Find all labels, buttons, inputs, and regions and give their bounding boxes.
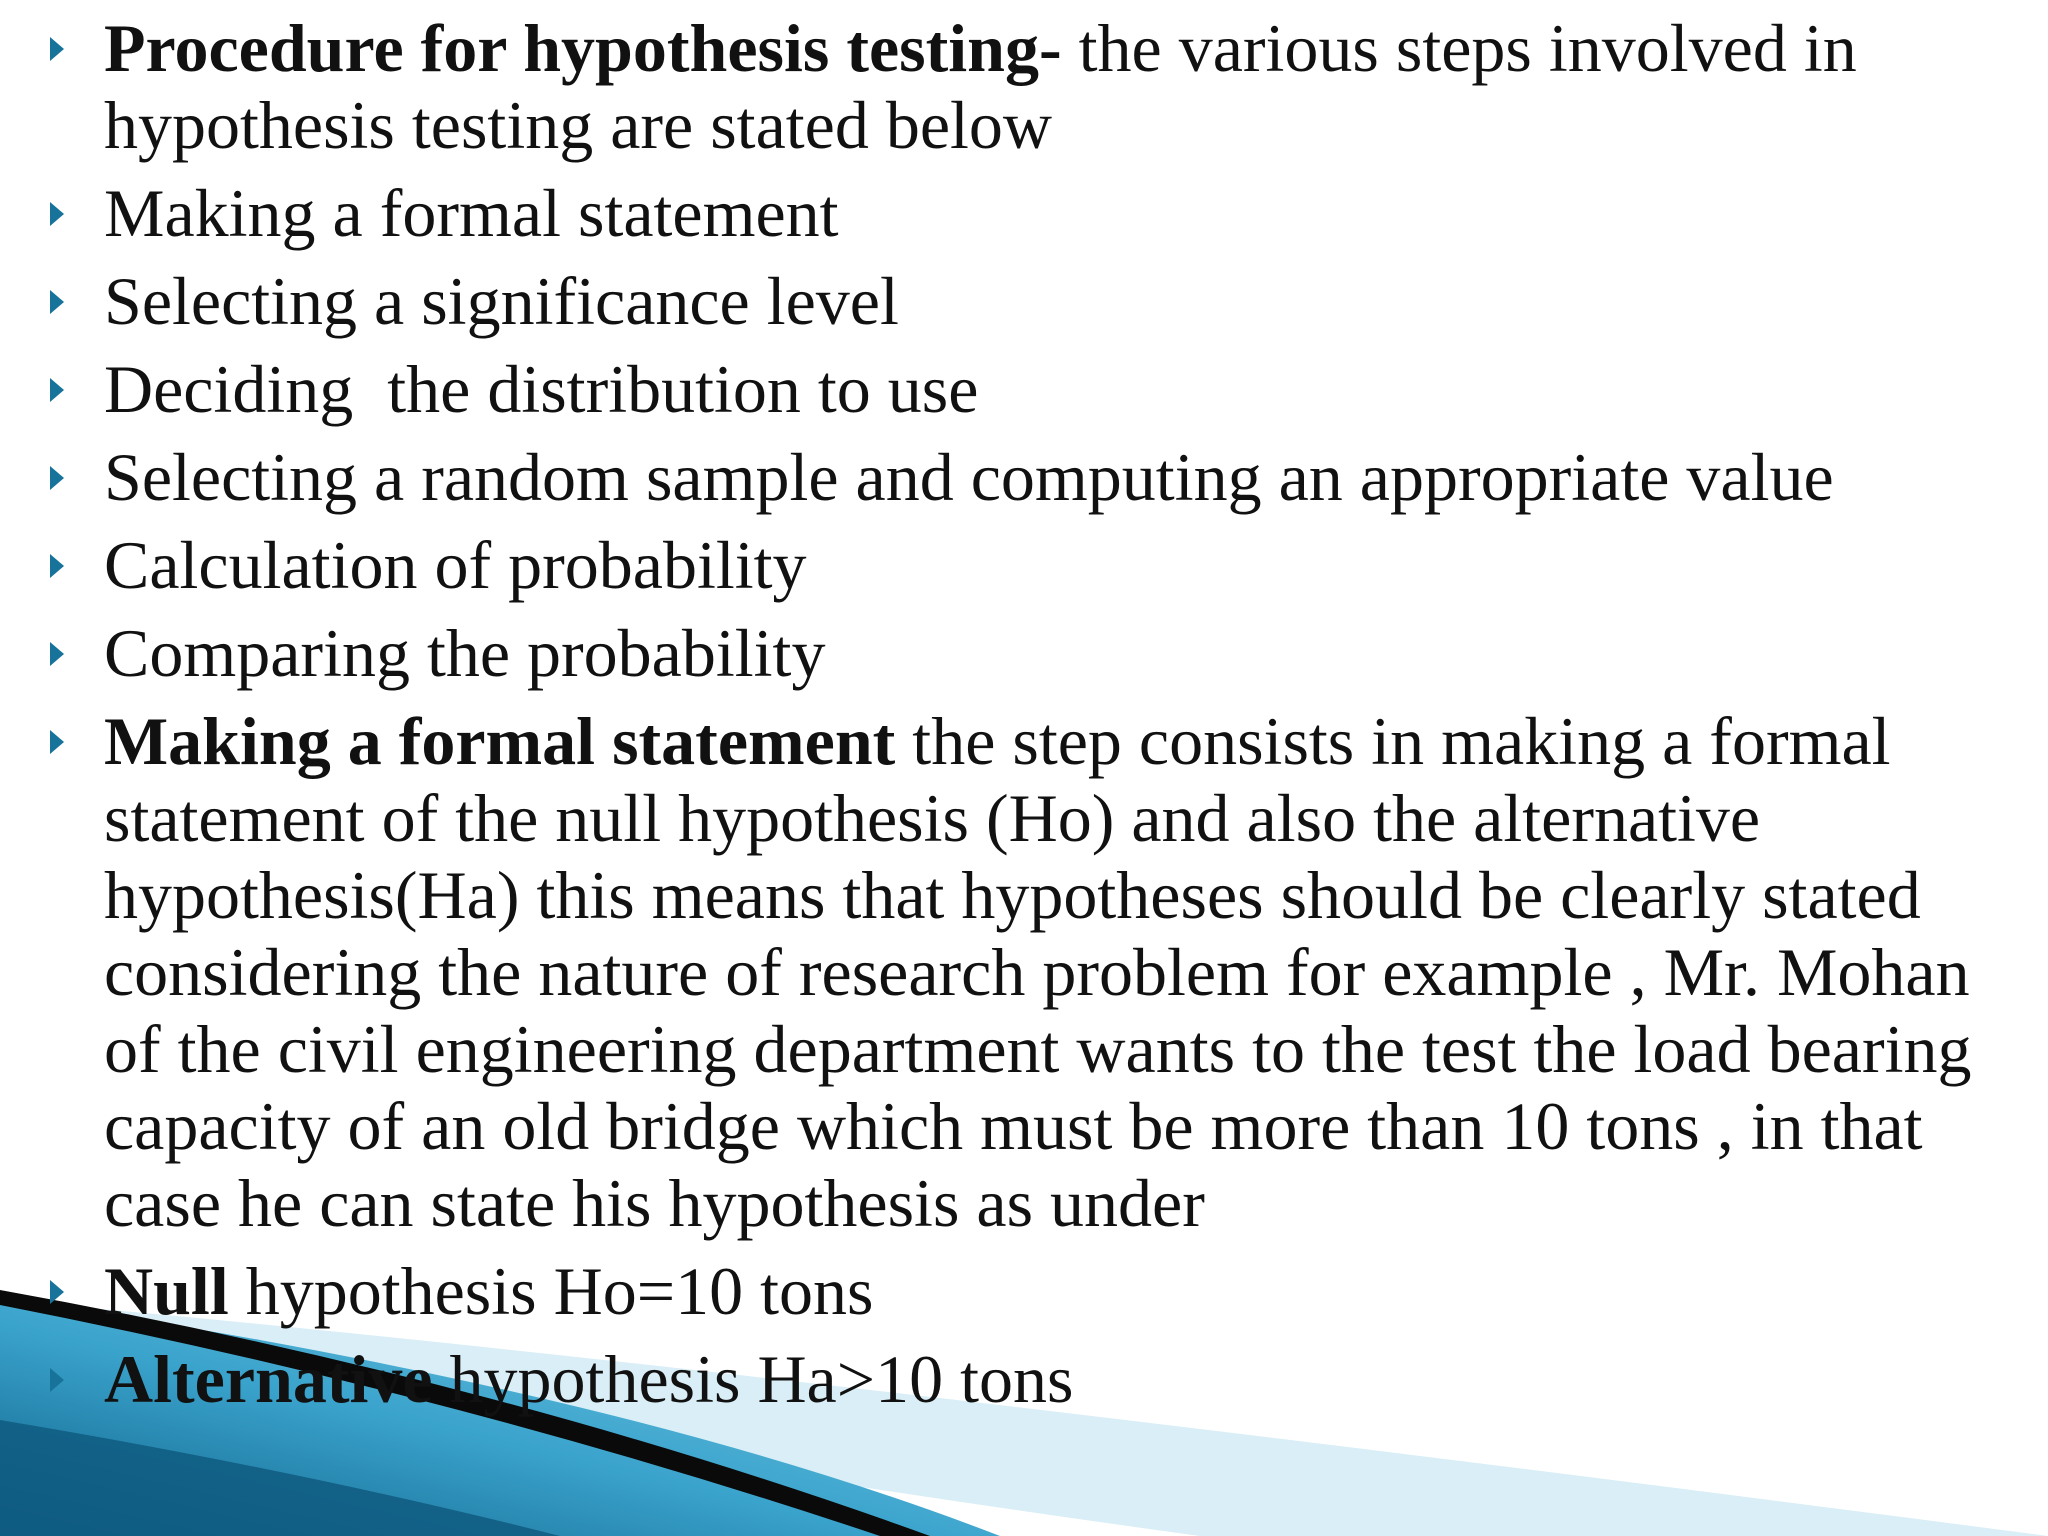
bullet-text: Comparing the probability (104, 615, 826, 691)
bullet-text: the step consists in making a formal statement of the null hypothesis (Ho) and also the alternative hypothesis(Ha) this means that hypotheses should be clearly stated considering the nature of research problem for example , Mr. Mohan of the civil engineering department wants to the test the load bearing capacity of an old bridge which must be more than 10 tons , in that case he can state his hypothesis as under (104, 703, 1972, 1241)
triangle-bullet-icon (50, 202, 64, 226)
triangle-bullet-icon (50, 642, 64, 666)
bullet-item (0, 703, 2048, 1242)
bullet-text: Selecting a random sample and computing an appropriate value (104, 439, 1834, 515)
triangle-bullet-icon (50, 37, 64, 61)
bullet-lead-text: Alternative (104, 1341, 433, 1417)
triangle-bullet-icon (50, 378, 64, 402)
bullet-item (0, 439, 2048, 516)
triangle-bullet-icon (50, 554, 64, 578)
bullet-item (0, 351, 2048, 428)
bullet-text: Calculation of probability (104, 527, 807, 603)
bullet-lead-text: Procedure for hypothesis testing- (104, 10, 1062, 86)
triangle-bullet-icon (50, 466, 64, 490)
bullet-lead-text: Making a formal statement (104, 703, 896, 779)
triangle-bullet-icon (50, 290, 64, 314)
bullet-text: hypothesis Ho=10 tons (228, 1253, 874, 1329)
bullet-text: hypothesis Ha>10 tons (432, 1341, 1074, 1417)
bullet-item (0, 1253, 2048, 1330)
bullet-item (0, 527, 2048, 604)
bullet-text: Selecting a significance level (104, 263, 899, 339)
triangle-bullet-icon (50, 730, 64, 754)
bullet-text: Making a formal statement (104, 175, 839, 251)
bullet-text: the various steps involved in hypothesis testing are stated below (104, 10, 1857, 163)
bullet-item (0, 615, 2048, 692)
triangle-bullet-icon (50, 1280, 64, 1304)
bullet-list (0, 10, 2048, 1418)
bullet-lead-text: Null (104, 1253, 229, 1329)
bullet-item (0, 10, 2048, 164)
bullet-item (0, 263, 2048, 340)
bullet-text: Deciding the distribution to use (104, 351, 979, 427)
bullet-item (0, 1341, 2048, 1418)
triangle-bullet-icon (50, 1368, 64, 1392)
bullet-item (0, 175, 2048, 252)
